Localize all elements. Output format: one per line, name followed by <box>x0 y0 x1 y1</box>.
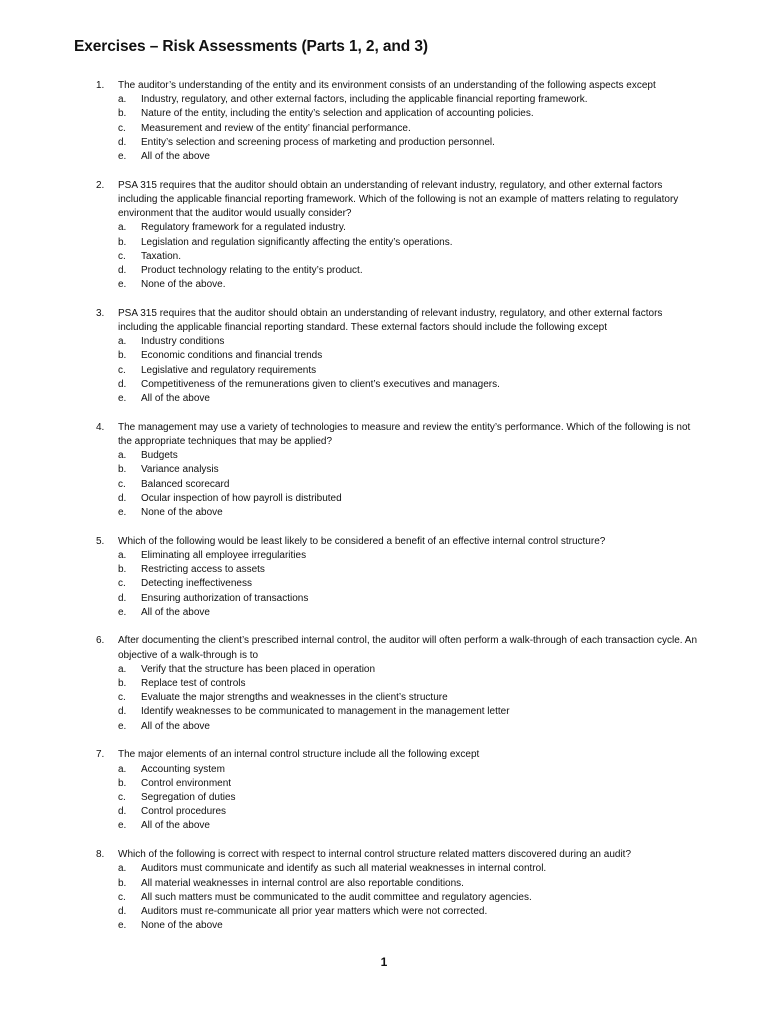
option-letter: e. <box>118 150 127 162</box>
option-letter: b. <box>118 236 127 248</box>
question-number: 7. <box>96 749 105 761</box>
option-text: Auditors must re-communicate all prior year matters which were not corrected. <box>141 905 488 917</box>
option-letter: e. <box>118 720 127 732</box>
option-item <box>0 378 768 392</box>
option-item <box>0 392 768 406</box>
question-text: After documenting the client’s prescribed internal control, the auditor will often perform a walk-through of each transaction cycle. An objective of a walk-through is to <box>118 635 698 661</box>
option-item <box>0 877 768 891</box>
option-item <box>0 606 768 620</box>
option-list <box>0 449 768 520</box>
option-text: Industry conditions <box>141 336 225 348</box>
option-letter: c. <box>118 792 126 803</box>
option-item <box>0 136 768 150</box>
option-item <box>0 250 768 264</box>
option-letter: d. <box>118 592 127 604</box>
option-text: Measurement and review of the entity’ financial performance. <box>141 122 411 134</box>
option-item <box>0 506 768 520</box>
question-text: PSA 315 requires that the auditor should obtain an understanding of relevant industry, regulatory, and other external factors including the applicable financial reporting standard. These external factors should include the following except <box>118 307 663 334</box>
option-text: Auditors must communicate and identify as such all material weaknesses in internal control. <box>141 863 547 875</box>
option-item <box>0 364 768 378</box>
option-text: All such matters must be communicated to the audit committee and regulatory agencies. <box>141 891 532 903</box>
option-item <box>0 492 768 506</box>
option-list <box>0 549 768 620</box>
option-letter: e. <box>118 920 127 932</box>
option-item <box>0 862 768 876</box>
option-text: Ocular inspection of how payroll is distributed <box>141 492 342 504</box>
option-item <box>0 691 768 705</box>
option-letter: a. <box>118 863 127 875</box>
option-item <box>0 449 768 463</box>
option-letter: c. <box>118 478 126 490</box>
question-number: 8. <box>96 849 105 861</box>
option-text: Industry, regulatory, and other external factors, including the applicable financial reporting framework. <box>141 94 588 106</box>
option-item <box>0 463 768 477</box>
question-text: The management may use a variety of technologies to measure and review the entity’s performance. Which of the following is not the appropriate techniques that may be applied? <box>118 421 691 448</box>
document-title: Exercises – Risk Assessments (Parts 1, 2, and 3) <box>74 38 428 55</box>
option-text: None of the above. <box>141 279 226 291</box>
option-letter: c. <box>118 250 126 262</box>
option-item <box>0 705 768 719</box>
option-letter: d. <box>118 378 127 390</box>
option-item <box>0 349 768 363</box>
option-letter: a. <box>118 763 127 775</box>
option-letter: e. <box>118 393 127 405</box>
question-number: 6. <box>96 635 105 647</box>
option-item <box>0 592 768 606</box>
option-list <box>0 93 768 164</box>
option-list <box>0 663 768 734</box>
option-letter: c. <box>118 364 126 376</box>
option-letter: e. <box>118 506 127 518</box>
question-item <box>0 634 768 733</box>
option-list <box>0 862 768 933</box>
option-item <box>0 221 768 235</box>
question-text: Which of the following is correct with respect to internal control structure related matters discovered during an audit? <box>118 849 632 861</box>
option-text: Segregation of duties <box>141 792 236 803</box>
option-letter: d. <box>118 136 127 148</box>
option-letter: b. <box>118 678 127 690</box>
option-text: Economic conditions and financial trends <box>141 350 323 362</box>
option-item <box>0 919 768 933</box>
question-text: Which of the following would be least likely to be considered a benefit of an effective internal control structure? <box>118 535 606 547</box>
option-letter: b. <box>118 564 127 576</box>
option-text: Restricting access to assets <box>141 564 265 576</box>
option-item <box>0 677 768 691</box>
question-item <box>0 535 768 620</box>
option-item <box>0 777 768 791</box>
option-letter: c. <box>118 122 126 134</box>
option-item <box>0 478 768 492</box>
option-letter: d. <box>118 905 127 917</box>
option-text: Eliminating all employee irregularities <box>141 549 307 561</box>
option-item <box>0 819 768 833</box>
option-text: Verify that the structure has been placed in operation <box>141 663 376 675</box>
option-text: None of the above <box>141 506 223 518</box>
option-item <box>0 150 768 164</box>
option-text: Ensuring authorization of transactions <box>141 592 309 604</box>
option-item <box>0 720 768 734</box>
question-item <box>0 748 768 833</box>
option-letter: e. <box>118 279 127 291</box>
option-item <box>0 107 768 121</box>
question-item <box>0 307 768 406</box>
option-text: Entity’s selection and screening process of marketing and production personnel. <box>141 136 495 148</box>
option-item <box>0 905 768 919</box>
question-number: 2. <box>96 179 105 191</box>
option-item <box>0 335 768 349</box>
question-text: The major elements of an internal control structure include all the following except <box>118 749 480 761</box>
option-text: All of the above <box>141 606 210 618</box>
question-item <box>0 79 768 164</box>
option-text: All of the above <box>141 820 210 832</box>
option-letter: b. <box>118 464 127 476</box>
option-text: All of the above <box>141 720 210 732</box>
option-letter: b. <box>118 108 127 120</box>
option-letter: a. <box>118 222 127 234</box>
option-letter: a. <box>118 663 127 675</box>
option-text: Legislative and regulatory requirements <box>141 364 317 376</box>
option-letter: a. <box>118 94 127 106</box>
option-text: Nature of the entity, including the entity’s selection and application of accounting policies. <box>141 108 534 120</box>
option-text: Variance analysis <box>141 464 219 476</box>
question-item <box>0 421 768 520</box>
option-text: All of the above <box>141 150 210 162</box>
option-item <box>0 122 768 136</box>
option-text: Balanced scorecard <box>141 478 230 490</box>
option-text: Control procedures <box>141 806 227 818</box>
option-letter: c. <box>118 692 126 704</box>
option-item <box>0 236 768 250</box>
option-item <box>0 663 768 677</box>
option-text: Evaluate the major strengths and weaknesses in the client’s structure <box>141 692 448 704</box>
question-text: PSA 315 requires that the auditor should obtain an understanding of relevant industry, regulatory, and other external factors including the applicable financial reporting framework. Which of the following is not an example of matters relating to regulatory environment that the auditor would usually consider? <box>118 179 679 220</box>
option-text: Accounting system <box>141 763 225 775</box>
option-item <box>0 805 768 819</box>
question-number: 4. <box>96 421 105 433</box>
option-letter: e. <box>118 606 127 618</box>
option-item <box>0 791 768 805</box>
option-text: Detecting ineffectiveness <box>141 578 252 590</box>
question-text: The auditor’s understanding of the entity and its environment consists of an understanding of the following aspects except <box>118 80 656 91</box>
question-number: 1. <box>96 80 105 91</box>
option-letter: a. <box>118 549 127 561</box>
option-letter: c. <box>118 578 126 590</box>
option-text: Product technology relating to the entity’s product. <box>141 264 363 276</box>
option-letter: b. <box>118 350 127 362</box>
option-letter: b. <box>118 777 127 789</box>
option-text: Identify weaknesses to be communicated to management in the management letter <box>141 706 510 718</box>
option-text: Replace test of controls <box>141 678 246 690</box>
option-letter: d. <box>118 264 127 276</box>
question-number: 3. <box>96 307 105 319</box>
option-letter: d. <box>118 806 127 818</box>
option-letter: a. <box>118 450 127 462</box>
option-letter: c. <box>118 891 126 903</box>
option-text: Budgets <box>141 450 178 462</box>
question-number: 5. <box>96 535 105 547</box>
option-item <box>0 264 768 278</box>
option-text: All material weaknesses in internal control are also reportable conditions. <box>141 877 464 889</box>
question-list <box>0 79 768 948</box>
option-text: Legislation and regulation significantly affecting the entity’s operations. <box>141 236 453 248</box>
option-item <box>0 563 768 577</box>
option-text: Competitiveness of the remunerations given to client’s executives and managers. <box>141 378 500 390</box>
question-item <box>0 179 768 293</box>
option-letter: d. <box>118 492 127 504</box>
option-text: Control environment <box>141 777 232 789</box>
option-text: Regulatory framework for a regulated industry. <box>141 222 346 234</box>
option-text: All of the above <box>141 393 210 405</box>
option-letter: e. <box>118 820 127 832</box>
option-list <box>0 335 768 406</box>
option-letter: d. <box>118 706 127 718</box>
option-list <box>0 221 768 292</box>
option-item <box>0 763 768 777</box>
option-text: None of the above <box>141 920 223 932</box>
option-item <box>0 93 768 107</box>
option-text: Taxation. <box>141 250 182 262</box>
option-letter: b. <box>118 877 127 889</box>
option-letter: a. <box>118 336 127 348</box>
option-item <box>0 891 768 905</box>
option-item <box>0 549 768 563</box>
option-item <box>0 278 768 292</box>
option-item <box>0 577 768 591</box>
page-number: 1 <box>380 955 388 969</box>
question-item <box>0 848 768 933</box>
option-list <box>0 763 768 834</box>
